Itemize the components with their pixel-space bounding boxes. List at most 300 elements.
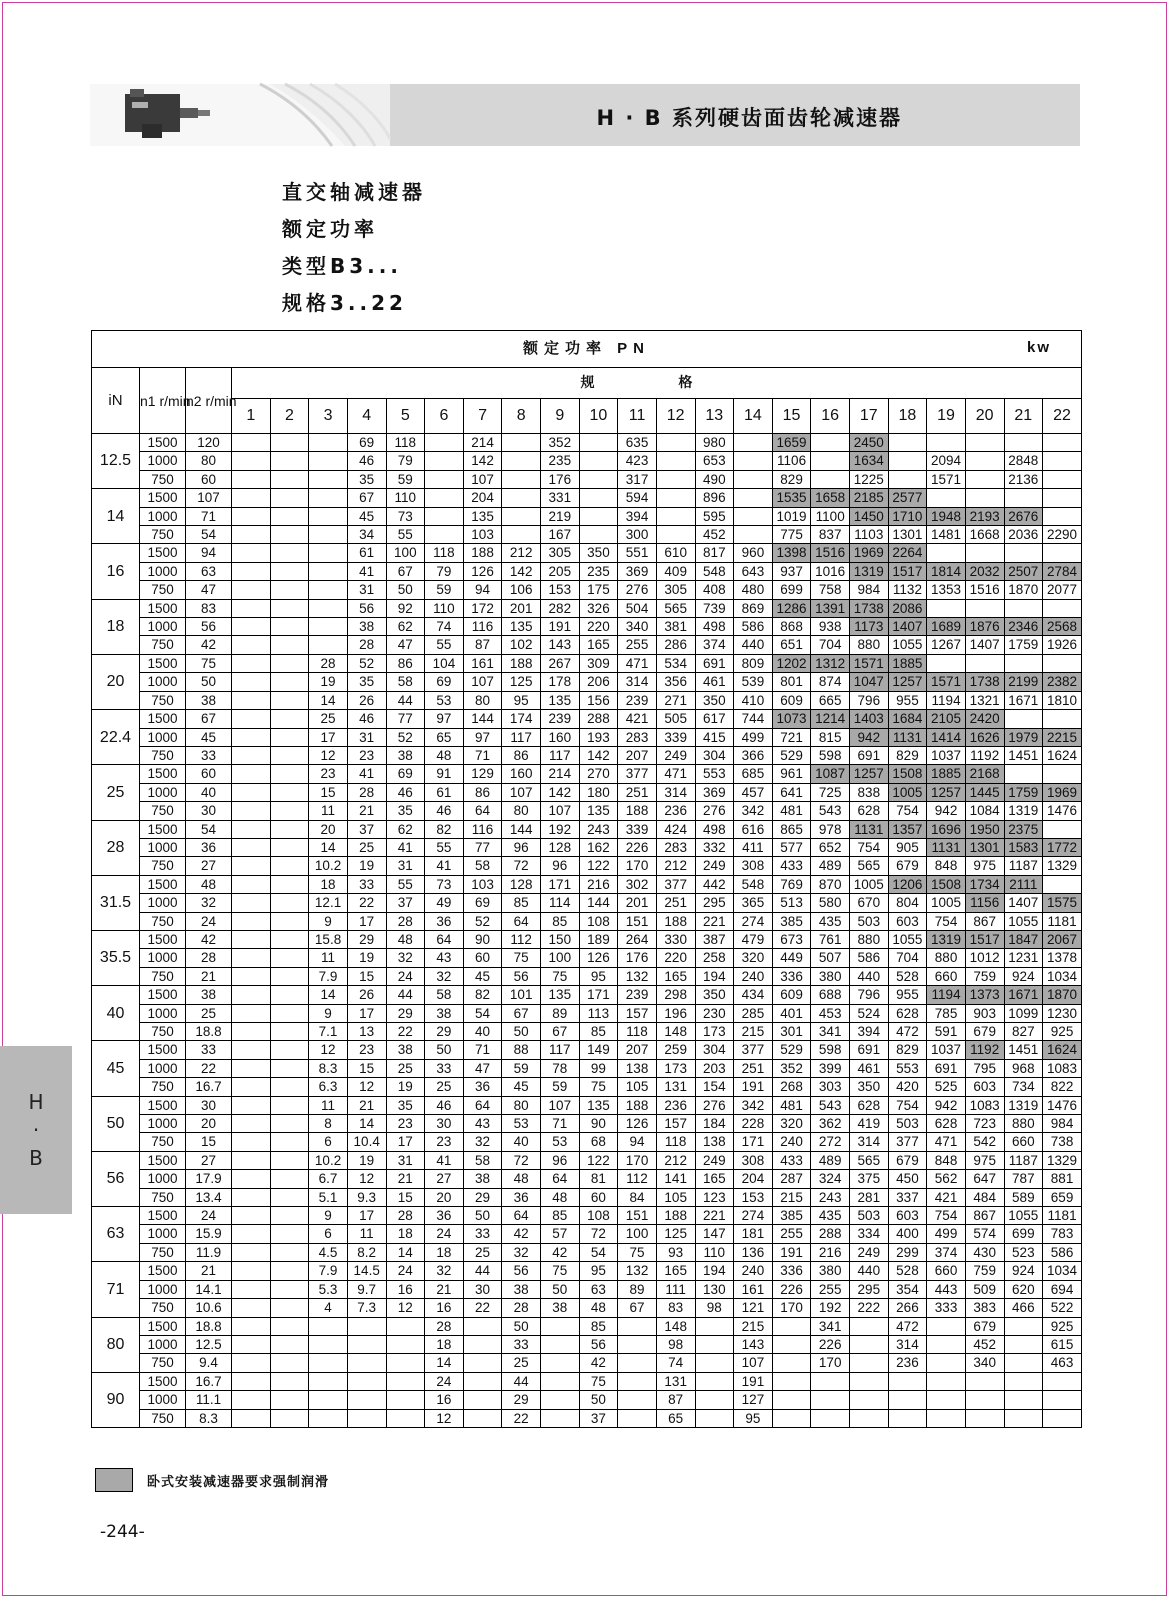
- table-row: [92, 526, 1082, 544]
- power-cell: 249: [695, 857, 734, 875]
- power-cell: 64: [541, 1170, 580, 1188]
- power-cell: 38: [541, 1299, 580, 1317]
- power-cell: 40: [463, 1023, 502, 1041]
- table-row: [92, 967, 1082, 985]
- power-cell: 1132: [888, 581, 927, 599]
- power-cell: 26: [347, 986, 386, 1004]
- power-cell: 896: [695, 489, 734, 507]
- power-cell: 744: [734, 710, 773, 728]
- power-cell: [232, 1151, 271, 1169]
- power-cell: 188: [463, 544, 502, 562]
- power-cell: 268: [772, 1078, 811, 1096]
- table-row: [92, 1023, 1082, 1041]
- power-cell: [270, 1317, 309, 1335]
- power-cell: 141: [656, 1170, 695, 1188]
- n2-cell: 30: [186, 802, 232, 820]
- power-cell: [232, 838, 271, 856]
- power-cell: 1055: [888, 930, 927, 948]
- power-cell: 114: [541, 894, 580, 912]
- power-cell: 377: [734, 1041, 773, 1059]
- power-cell: 699: [772, 581, 811, 599]
- power-cell: 212: [656, 857, 695, 875]
- power-cell: 924: [1004, 1262, 1043, 1280]
- power-cell: [386, 1409, 425, 1427]
- power-cell: 107: [541, 802, 580, 820]
- power-cell: 848: [927, 1151, 966, 1169]
- power-cell: [541, 1317, 580, 1335]
- power-cell: [618, 1409, 657, 1427]
- power-cell: 287: [772, 1170, 811, 1188]
- n2-cell: 21: [186, 1262, 232, 1280]
- power-cell: 73: [425, 875, 464, 893]
- power-cell: [232, 507, 271, 525]
- power-cell: 341: [811, 1023, 850, 1041]
- power-cell: 433: [772, 857, 811, 875]
- power-cell: 1055: [1004, 912, 1043, 930]
- power-cell: 688: [811, 986, 850, 1004]
- table-row: [92, 1409, 1082, 1427]
- n1-cell: 1000: [140, 728, 186, 746]
- power-cell: 539: [734, 673, 773, 691]
- power-cell: 2784: [1043, 562, 1082, 580]
- power-cell: 22: [386, 1023, 425, 1041]
- power-cell: [270, 489, 309, 507]
- power-cell: 609: [772, 691, 811, 709]
- ratio-cell: 90: [92, 1372, 140, 1427]
- power-cell: 107: [541, 1096, 580, 1114]
- power-cell: 142: [502, 562, 541, 580]
- power-cell: 1684: [888, 710, 927, 728]
- power-cell: [965, 654, 1004, 672]
- power-cell: 1876: [965, 618, 1004, 636]
- power-cell: [1004, 654, 1043, 672]
- power-cell: 529: [772, 746, 811, 764]
- n1-cell: 1500: [140, 765, 186, 783]
- table-row: [92, 912, 1082, 930]
- power-cell: 481: [772, 802, 811, 820]
- power-cell: 1206: [888, 875, 927, 893]
- power-cell: 489: [811, 857, 850, 875]
- power-cell: 1103: [850, 526, 889, 544]
- power-cell: 423: [618, 452, 657, 470]
- power-cell: 35: [347, 673, 386, 691]
- power-cell: 105: [618, 1078, 657, 1096]
- power-cell: [232, 894, 271, 912]
- power-cell: 32: [425, 1262, 464, 1280]
- n2-cell: 25: [186, 1004, 232, 1022]
- table-row: [92, 746, 1082, 764]
- power-cell: 1476: [1043, 802, 1082, 820]
- n2-cell: 60: [186, 765, 232, 783]
- power-cell: 255: [772, 1225, 811, 1243]
- size-header: 2: [270, 399, 309, 434]
- table-row: [92, 949, 1082, 967]
- power-cell: 481: [772, 1096, 811, 1114]
- power-cell: 100: [618, 1225, 657, 1243]
- n1-cell: 1000: [140, 1391, 186, 1409]
- power-cell: 170: [811, 1354, 850, 1372]
- side-tab-letter-b: B: [29, 1146, 43, 1170]
- n1-cell: 1500: [140, 1207, 186, 1225]
- page-number: -244-: [100, 1522, 145, 1542]
- power-cell: 75: [618, 1243, 657, 1261]
- power-cell: [232, 875, 271, 893]
- power-cell: [232, 1023, 271, 1041]
- power-cell: 723: [965, 1115, 1004, 1133]
- power-cell: 235: [541, 452, 580, 470]
- power-cell: 2036: [1004, 526, 1043, 544]
- power-cell: 48: [541, 1188, 580, 1206]
- power-cell: [232, 599, 271, 617]
- power-cell: 23: [347, 746, 386, 764]
- power-cell: [579, 434, 618, 452]
- power-cell: 173: [656, 1059, 695, 1077]
- power-cell: 484: [965, 1188, 1004, 1206]
- power-cell: 401: [772, 1004, 811, 1022]
- power-cell: 216: [579, 875, 618, 893]
- power-cell: 26: [347, 691, 386, 709]
- power-cell: 801: [772, 673, 811, 691]
- power-cell: [656, 507, 695, 525]
- power-cell: [541, 1391, 580, 1409]
- power-cell: 58: [463, 1151, 502, 1169]
- n2-cell: 15.9: [186, 1225, 232, 1243]
- power-cell: 149: [579, 1041, 618, 1059]
- power-cell: 21: [347, 802, 386, 820]
- n2-cell: 48: [186, 875, 232, 893]
- power-cell: 565: [850, 857, 889, 875]
- power-cell: 212: [502, 544, 541, 562]
- power-cell: 410: [734, 691, 773, 709]
- power-cell: 165: [579, 636, 618, 654]
- power-cell: 46: [347, 452, 386, 470]
- power-cell: 543: [811, 802, 850, 820]
- power-cell: 74: [656, 1354, 695, 1372]
- power-cell: 620: [1004, 1280, 1043, 1298]
- power-cell: [270, 820, 309, 838]
- power-cell: 479: [734, 930, 773, 948]
- power-cell: 100: [541, 949, 580, 967]
- power-cell: [425, 434, 464, 452]
- power-cell: 281: [850, 1188, 889, 1206]
- power-cell: [232, 581, 271, 599]
- power-cell: 421: [618, 710, 657, 728]
- power-cell: 181: [734, 1225, 773, 1243]
- power-cell: 754: [888, 802, 927, 820]
- power-cell: 25: [463, 1243, 502, 1261]
- power-cell: 42: [541, 1243, 580, 1261]
- power-cell: [232, 1115, 271, 1133]
- power-cell: 827: [1004, 1023, 1043, 1041]
- power-cell: 761: [811, 930, 850, 948]
- legend-text: 卧式安装减速器要求强制润滑: [147, 1474, 330, 1490]
- power-cell: 131: [656, 1372, 695, 1390]
- table-row: [92, 1243, 1082, 1261]
- power-cell: 55: [386, 875, 425, 893]
- power-cell: 4: [309, 1299, 348, 1317]
- power-cell: 204: [734, 1170, 773, 1188]
- power-cell: [270, 930, 309, 948]
- power-cell: [270, 1096, 309, 1114]
- power-cell: 754: [850, 838, 889, 856]
- power-cell: 37: [347, 820, 386, 838]
- power-cell: 82: [463, 986, 502, 1004]
- power-cell: 59: [541, 1078, 580, 1096]
- power-cell: 25: [425, 1078, 464, 1096]
- legend-swatch: [95, 1468, 133, 1492]
- power-cell: 14: [309, 691, 348, 709]
- power-cell: 74: [425, 618, 464, 636]
- n1-cell: 1500: [140, 710, 186, 728]
- power-cell: 194: [695, 967, 734, 985]
- power-cell: 837: [811, 526, 850, 544]
- power-cell: 69: [386, 765, 425, 783]
- power-cell: 434: [734, 986, 773, 1004]
- n1-cell: 1000: [140, 1059, 186, 1077]
- power-cell: 817: [695, 544, 734, 562]
- power-cell: 41: [425, 1151, 464, 1169]
- power-cell: [232, 470, 271, 488]
- power-cell: 20: [309, 820, 348, 838]
- power-cell: 580: [811, 894, 850, 912]
- power-cell: [579, 452, 618, 470]
- power-cell: 336: [772, 967, 811, 985]
- power-cell: 22: [502, 1409, 541, 1427]
- power-cell: 1353: [927, 581, 966, 599]
- power-cell: [1043, 654, 1082, 672]
- power-cell: 334: [850, 1225, 889, 1243]
- power-cell: 85: [502, 894, 541, 912]
- power-cell: 18: [309, 875, 348, 893]
- power-cell: 14: [425, 1354, 464, 1372]
- n2-cell: 24: [186, 1207, 232, 1225]
- power-cell: [965, 470, 1004, 488]
- power-cell: 215: [734, 1023, 773, 1041]
- power-cell: 24: [386, 1262, 425, 1280]
- n2-cell: 16.7: [186, 1372, 232, 1390]
- power-cell: 330: [656, 930, 695, 948]
- power-cell: 699: [1004, 1225, 1043, 1243]
- power-cell: 503: [850, 1207, 889, 1225]
- size-header: 14: [734, 399, 773, 434]
- power-cell: 499: [927, 1225, 966, 1243]
- power-cell: 87: [656, 1391, 695, 1409]
- power-cell: [270, 636, 309, 654]
- power-cell: 125: [502, 673, 541, 691]
- n1-cell: 1000: [140, 507, 186, 525]
- power-cell: 369: [618, 562, 657, 580]
- ratio-cell: 31.5: [92, 875, 140, 930]
- power-cell: 2450: [850, 434, 889, 452]
- n1-cell: 1000: [140, 452, 186, 470]
- power-cell: 332: [695, 838, 734, 856]
- size-header: 15: [772, 399, 811, 434]
- power-cell: 660: [1004, 1133, 1043, 1151]
- power-cell: [734, 452, 773, 470]
- power-cell: 754: [927, 1207, 966, 1225]
- ratio-cell: 71: [92, 1262, 140, 1317]
- power-cell: 67: [386, 562, 425, 580]
- table-row: [92, 1188, 1082, 1206]
- power-cell: 1099: [1004, 1004, 1043, 1022]
- n2-cell: 10.6: [186, 1299, 232, 1317]
- power-cell: 56: [502, 1262, 541, 1280]
- power-cell: 14: [386, 1243, 425, 1261]
- n2-cell: 80: [186, 452, 232, 470]
- power-cell: 647: [965, 1170, 1004, 1188]
- n2-cell: 50: [186, 673, 232, 691]
- power-cell: 1658: [811, 489, 850, 507]
- power-cell: 38: [502, 1280, 541, 1298]
- power-cell: 121: [734, 1299, 773, 1317]
- power-cell: 191: [541, 618, 580, 636]
- power-cell: [1043, 452, 1082, 470]
- power-cell: 56: [347, 599, 386, 617]
- table-row: [92, 710, 1082, 728]
- power-cell: [270, 1059, 309, 1077]
- power-cell: 125: [656, 1225, 695, 1243]
- power-cell: 320: [734, 949, 773, 967]
- power-cell: 226: [618, 838, 657, 856]
- power-cell: 103: [463, 875, 502, 893]
- power-cell: [927, 544, 966, 562]
- power-cell: 135: [541, 986, 580, 1004]
- power-cell: 188: [502, 654, 541, 672]
- power-cell: 236: [888, 1354, 927, 1372]
- ratio-cell: 22.4: [92, 710, 140, 765]
- power-cell: 266: [888, 1299, 927, 1317]
- power-cell: [270, 1115, 309, 1133]
- power-cell: [1004, 434, 1043, 452]
- n2-cell: 27: [186, 1151, 232, 1169]
- power-cell: 14: [309, 986, 348, 1004]
- power-cell: 603: [888, 1207, 927, 1225]
- power-cell: 58: [463, 857, 502, 875]
- table-row: [92, 673, 1082, 691]
- power-cell: [850, 1409, 889, 1427]
- power-cell: 188: [656, 1207, 695, 1225]
- power-cell: 942: [927, 1096, 966, 1114]
- heading-line-1: 直交轴减速器: [282, 180, 426, 204]
- power-cell: [541, 1409, 580, 1427]
- power-cell: 594: [618, 489, 657, 507]
- power-cell: 59: [425, 581, 464, 599]
- power-cell: 68: [579, 1133, 618, 1151]
- power-cell: 522: [1043, 1299, 1082, 1317]
- power-cell: [734, 526, 773, 544]
- power-cell: 1847: [1004, 930, 1043, 948]
- n2-cell: 9.4: [186, 1354, 232, 1372]
- power-cell: 85: [579, 1023, 618, 1041]
- power-cell: 22: [347, 894, 386, 912]
- power-cell: [232, 857, 271, 875]
- n2-cell: 30: [186, 1096, 232, 1114]
- power-cell: [1043, 1409, 1082, 1427]
- power-cell: [927, 1372, 966, 1390]
- power-cell: 17: [386, 1133, 425, 1151]
- power-cell: 98: [695, 1299, 734, 1317]
- header-n2: n2 r/min: [186, 368, 232, 434]
- power-cell: 85: [541, 1207, 580, 1225]
- table-row: [92, 1115, 1082, 1133]
- power-cell: 449: [772, 949, 811, 967]
- power-cell: 87: [463, 636, 502, 654]
- power-cell: 226: [811, 1335, 850, 1353]
- power-cell: 103: [463, 526, 502, 544]
- power-cell: 324: [811, 1170, 850, 1188]
- power-cell: [232, 783, 271, 801]
- power-cell: [270, 1280, 309, 1298]
- power-cell: 122: [579, 1151, 618, 1169]
- power-cell: 7.9: [309, 1262, 348, 1280]
- power-cell: 1319: [1004, 802, 1043, 820]
- power-cell: 117: [502, 728, 541, 746]
- power-cell: 342: [734, 802, 773, 820]
- power-cell: 336: [772, 1262, 811, 1280]
- table-row: [92, 489, 1082, 507]
- power-cell: 1624: [1043, 746, 1082, 764]
- power-cell: 880: [850, 636, 889, 654]
- power-cell: 295: [695, 894, 734, 912]
- power-cell: 1710: [888, 507, 927, 525]
- power-cell: 350: [695, 986, 734, 1004]
- power-cell: 214: [541, 765, 580, 783]
- power-cell: 377: [656, 875, 695, 893]
- power-cell: 67: [541, 1023, 580, 1041]
- power-cell: 100: [386, 544, 425, 562]
- power-cell: 156: [579, 691, 618, 709]
- power-cell: 20: [425, 1188, 464, 1206]
- power-cell: 150: [541, 930, 580, 948]
- power-cell: 1476: [1043, 1096, 1082, 1114]
- power-cell: [270, 1335, 309, 1353]
- power-cell: 880: [850, 930, 889, 948]
- power-cell: 53: [425, 691, 464, 709]
- power-cell: [270, 1004, 309, 1022]
- ratio-cell: 45: [92, 1041, 140, 1096]
- power-cell: [927, 599, 966, 617]
- power-cell: 170: [618, 857, 657, 875]
- power-cell: [386, 1391, 425, 1409]
- power-cell: 326: [579, 599, 618, 617]
- power-cell: 175: [579, 581, 618, 599]
- power-cell: 19: [347, 857, 386, 875]
- power-cell: 754: [888, 1096, 927, 1114]
- n2-cell: 71: [186, 507, 232, 525]
- power-cell: 942: [927, 802, 966, 820]
- power-cell: [1004, 599, 1043, 617]
- power-cell: 408: [695, 581, 734, 599]
- power-cell: 31: [386, 857, 425, 875]
- power-cell: 507: [811, 949, 850, 967]
- size-header: 7: [463, 399, 502, 434]
- power-cell: 829: [888, 1041, 927, 1059]
- power-cell: 126: [463, 562, 502, 580]
- power-cell: 35: [347, 470, 386, 488]
- power-cell: 240: [734, 1262, 773, 1280]
- power-cell: 286: [656, 636, 695, 654]
- table-row: [92, 691, 1082, 709]
- power-cell: 1759: [1004, 783, 1043, 801]
- power-cell: 41: [347, 562, 386, 580]
- power-cell: 869: [734, 599, 773, 617]
- table-row: [92, 820, 1082, 838]
- power-cell: 52: [463, 912, 502, 930]
- power-cell: [309, 1372, 348, 1390]
- power-cell: 12: [309, 1041, 348, 1059]
- table-row: [92, 434, 1082, 452]
- power-cell: [811, 434, 850, 452]
